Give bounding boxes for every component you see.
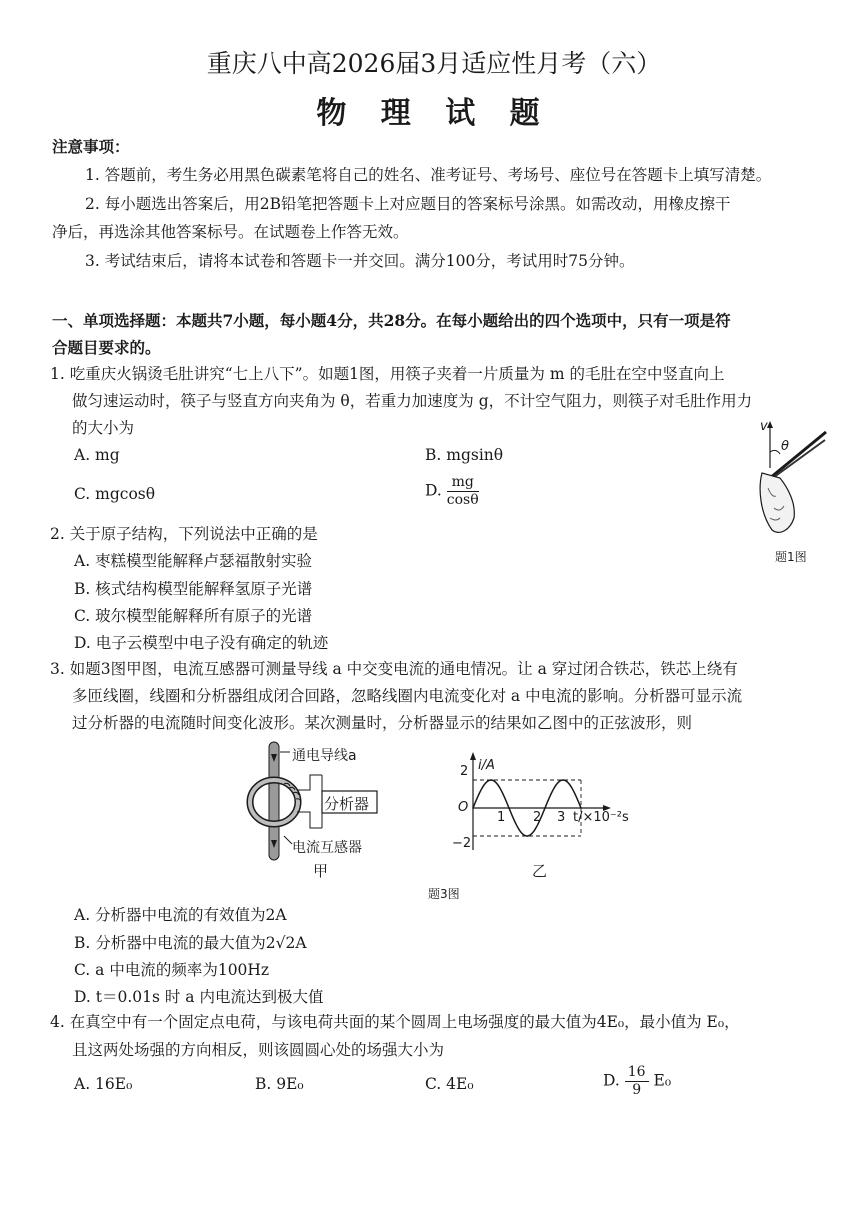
velocity-label: v	[760, 419, 768, 434]
data-point	[526, 835, 528, 837]
x-tick-label: 2	[533, 810, 542, 825]
data-point	[580, 807, 582, 809]
data-point	[562, 779, 564, 781]
q4-option-d-unit: E₀	[653, 1071, 672, 1090]
notes-heading: 注意事项：	[52, 137, 130, 156]
q1-figure	[750, 418, 830, 543]
q2-option-b: B. 核式结构模型能解释氢原子光谱	[74, 580, 313, 598]
question-1-line: 做匀速运动时，筷子与竖直方向夹角为 θ，若重力加速度为 g，不计空气阻力，则筷子对毛肚作用力	[72, 392, 753, 410]
q3-option-d: D. t＝0.01s 时 a 内电流达到极大值	[74, 988, 324, 1006]
angle-label: θ	[781, 439, 789, 454]
section-heading: 一、单项选择题：本题共7小题，每小题4分，共28分。在每小题给出的四个选项中，只有一项是符	[52, 311, 731, 330]
fraction-denominator: cosθ	[446, 492, 479, 508]
q1-option-d-fraction	[447, 474, 479, 509]
q1-option-c: C. mgcosθ	[74, 485, 156, 503]
question-4-line: 且这两处场强的方向相反，则该圆圆心处的场强大小为	[72, 1041, 445, 1059]
y-tick-positive: 2	[460, 764, 469, 779]
exam-title: 重庆八中高2026届3月适应性月考（六）	[206, 49, 662, 78]
q4-option-b: B. 9E₀	[255, 1075, 304, 1093]
q4-option-d-fraction	[625, 1064, 649, 1099]
q3-option-c: C. a 中电流的频率为100Hz	[74, 961, 270, 979]
question-3-line: 多匝线圈，线圈和分析器组成闭合回路，忽略线圈内电流变化对 a 中电流的影响。分析器可显示流	[72, 687, 743, 705]
q3-option-a: A. 分析器中电流的有效值为2A	[74, 906, 287, 924]
origin-label: O	[458, 800, 469, 815]
q4-option-c: C. 4E₀	[425, 1075, 474, 1093]
question-3-line: 过分析器的电流随时间变化波形。某次测量时，分析器显示的结果如乙图中的正弦波形，则	[72, 714, 693, 732]
note-item: 2. 每小题选出答案后，用2B铅笔把答题卡上对应题目的答案标号涂黑。如需改动，用橡皮擦干	[85, 195, 731, 213]
subject-title: 物 理 试 题	[316, 96, 552, 131]
q4-option-a: A. 16E₀	[74, 1075, 133, 1093]
question-4-line: 4. 在真空中有一个固定点电荷，与该电荷共面的某个圆周上电场强度的最大值为4E₀，最小值为 E₀，	[50, 1013, 740, 1031]
q1-option-d-label: D.	[425, 481, 442, 500]
q3-option-b: B. 分析器中电流的最大值为2√2A	[74, 934, 307, 952]
current-waveform-chart	[445, 750, 635, 860]
data-point	[490, 779, 492, 781]
note-item: 净后，再选涂其他答案标号。在试题卷上作答无效。	[52, 223, 409, 241]
q4-option-d	[603, 1064, 671, 1099]
x-tick-label: 1	[497, 810, 506, 825]
figure-3-caption: 题3图	[428, 887, 460, 901]
data-point	[508, 807, 510, 809]
q1-option-a: A. mg	[74, 446, 120, 464]
fraction-numerator: mg	[447, 474, 479, 492]
fraction-numerator: 16	[625, 1064, 649, 1082]
note-item: 3. 考试结束后，请将本试卷和答题卡一并交回。满分100分，考试用时75分钟。	[85, 252, 635, 270]
y-axis-label: i/A	[478, 758, 495, 773]
question-1-line: 1. 吃重庆火锅烫毛肚讲究“七上八下”。如题1图，用筷子夹着一片质量为 m 的毛肚在空中竖直向上	[50, 365, 725, 383]
sensor-label: 电流互感器	[292, 840, 362, 856]
y-tick-negative: −2	[452, 836, 472, 851]
q2-option-a: A. 枣糕模型能解释卢瑟福散射实验	[74, 552, 313, 570]
q4-option-d-label: D.	[603, 1071, 620, 1090]
question-1-line: 的大小为	[72, 419, 135, 437]
figure-yi-caption: 乙	[532, 862, 548, 880]
analyzer-label: 分析器	[324, 795, 370, 813]
figure-1-caption: 题1图	[775, 550, 807, 564]
q1-option-d	[425, 474, 479, 509]
figure-jia-caption: 甲	[313, 862, 329, 880]
q2-option-c: C. 玻尔模型能解释所有原子的光谱	[74, 607, 313, 625]
x-axis-label: t/×10⁻²s	[573, 810, 629, 825]
question-2-stem: 2. 关于原子结构，下列说法中正确的是	[50, 525, 318, 543]
wire-label: 通电导线a	[292, 748, 357, 764]
q1-option-b: B. mgsinθ	[425, 446, 504, 464]
x-tick-label: 3	[557, 810, 566, 825]
section-heading: 合题目要求的。	[52, 338, 161, 357]
data-point	[472, 807, 474, 809]
fraction-denominator: 9	[632, 1082, 642, 1098]
y-axis-arrow	[470, 752, 476, 760]
question-3-line: 3. 如题3图甲图，电流互感器可测量导线 a 中交变电流的通电情况。让 a 穿过闭合铁芯，铁芯上绕有	[50, 660, 738, 678]
note-item: 1. 答题前，考生务必用黑色碳素笔将自己的姓名、准考证号、考场号、座位号在答题卡上填写清楚。	[85, 166, 772, 184]
q2-option-d: D. 电子云模型中电子没有确定的轨迹	[74, 634, 329, 652]
data-point	[544, 807, 546, 809]
